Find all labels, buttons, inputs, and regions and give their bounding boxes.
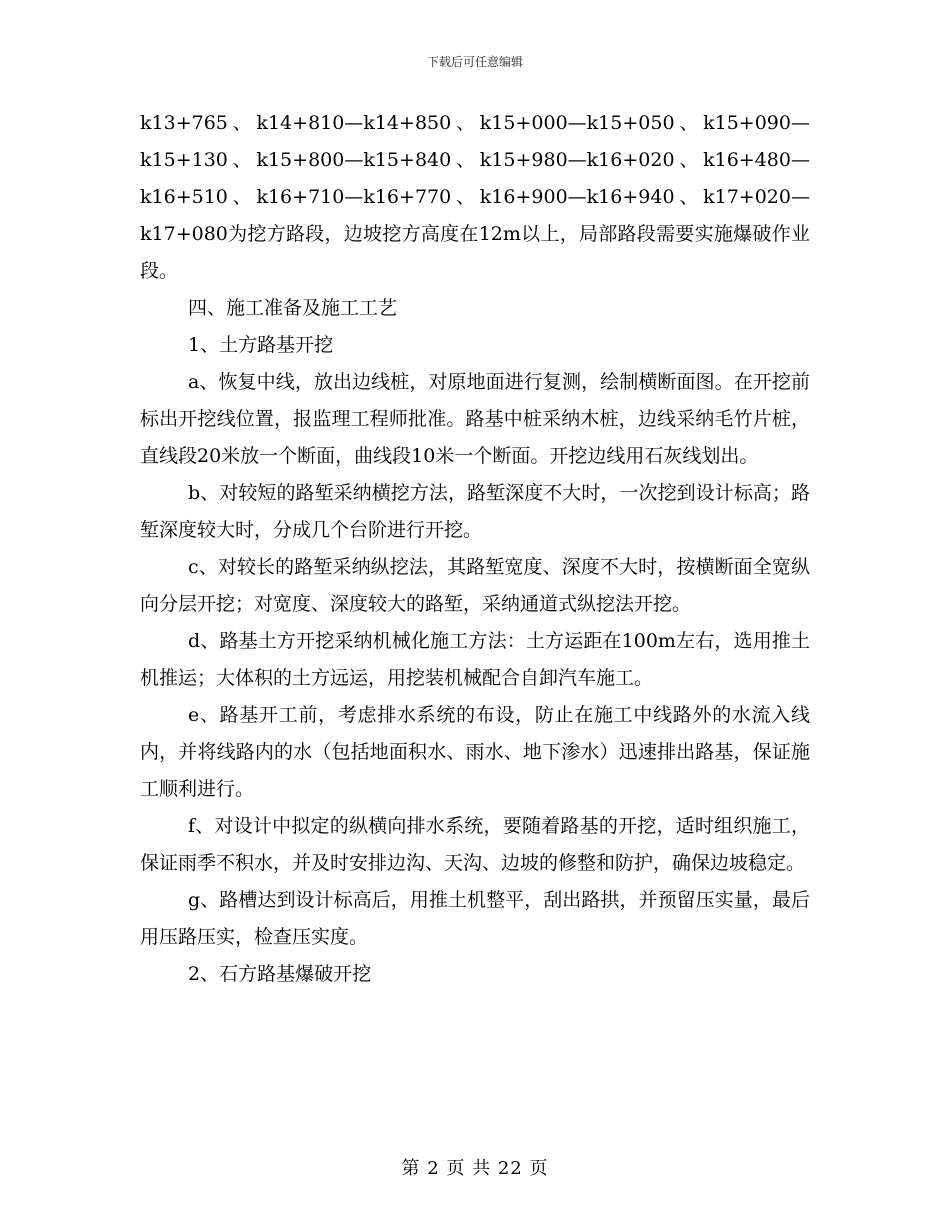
paragraph-item-f: f、对设计中拟定的纵横向排水系统，要随着路基的开挖，适时组织施工，保证雨季不积水，并及时安排边沟、天沟、边坡的修整和防护，确保边坡稳定。 xyxy=(140,815,810,874)
document-body xyxy=(140,105,810,993)
subsection-heading-2: 2、石方路基爆破开挖 xyxy=(188,963,372,985)
paragraph-excavation-sections: k13+765、k14+810—k14+850、k15+000—k15+050、k15+090—k15+130、k15+800—k15+840、k15+980—k16+020、k16+480—k16+510、k16+710—k16+770、k16+900—k16+940、k17+020—k17+080为挖方路段，边坡挖方高度在12m以上，局部路段需要实施爆破作业段。 xyxy=(140,112,810,282)
page-header: 下载后可任意编辑 xyxy=(426,55,523,69)
paragraph-item-g: g、路槽达到设计标高后，用推土机整平，刮出路拱，并预留压实量，最后用压路压实，检查压实度。 xyxy=(140,889,810,948)
paragraph-item-d: d、路基土方开挖采纳机械化施工方法：土方运距在100m左右，选用推土机推运；大体积的土方远运，用挖装机械配合自卸汽车施工。 xyxy=(140,630,810,689)
section-heading-4: 四、施工准备及施工工艺 xyxy=(188,297,398,319)
page-number-footer: 第 2 页 共 22 页 xyxy=(401,1158,549,1179)
paragraph-item-e: e、路基开工前，考虑排水系统的布设，防止在施工中线路外的水流入线内，并将线路内的水（包括地面积水、雨水、地下渗水）迅速排出路基，保证施工顺利进行。 xyxy=(140,704,810,800)
paragraph-item-b: b、对较短的路堑采纳横挖方法，路堑深度不大时，一次挖到设计标高；路堑深度较大时，分成几个台阶进行开挖。 xyxy=(140,482,810,541)
paragraph-item-a: a、恢复中线，放出边线桩，对原地面进行复测，绘制横断面图。在开挖前标出开挖线位置，报监理工程师批准。路基中桩采纳木桩，边线采纳毛竹片桩，直线段20米放一个断面，曲线段10米一个断面。开挖边线用石灰线划出。 xyxy=(140,371,810,467)
subsection-heading-1: 1、土方路基开挖 xyxy=(188,334,334,356)
paragraph-item-c: c、对较长的路堑采纳纵挖法，其路堑宽度、深度不大时，按横断面全宽纵向分层开挖；对宽度、深度较大的路堑，采纳通道式纵挖法开挖。 xyxy=(140,556,810,615)
